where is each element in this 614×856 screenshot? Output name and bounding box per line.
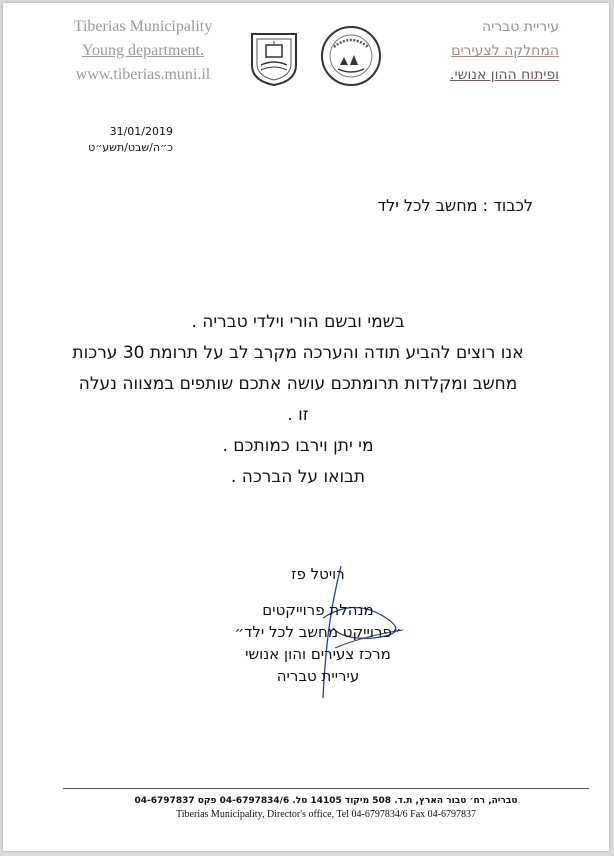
municipal-shield-icon (249, 31, 299, 87)
youth-center-seal-icon (320, 25, 382, 87)
signer-organization: עיריית טבריה (276, 667, 360, 685)
footer-english: Tiberias Municipality, Director's office, Tel 04-6797834/6 Fax 04-6797837 (176, 809, 476, 820)
letter-page (3, 3, 609, 851)
body-line: זו . (287, 405, 309, 425)
header-he-line: המחלקה לצעירים (451, 43, 559, 59)
header-english (58, 15, 228, 87)
body-line: תבואו על הברכה . (230, 467, 366, 487)
letter-hebrew-date: כ״ה/שבט/תשע״ט (88, 141, 173, 154)
body-line: מי יתן וירבו כמותכם . (222, 436, 374, 456)
signer-department: מרכז צעירים והון אנושי (245, 645, 391, 663)
header-hebrew (389, 15, 559, 87)
header-en-line: Young department. (82, 42, 204, 59)
body-line: מחשב ומקלדות תרומתכם עושה אתכם שותפים במצווה נעלה (78, 374, 518, 394)
signature-block (198, 563, 438, 687)
header-en-line: www.tiberias.muni.il (75, 66, 211, 83)
body-line: אנו רוצים להביע תודה והערכה מקרב לב על תרומת 30 ערכות (72, 343, 524, 363)
header-he-line: עיריית טבריה (481, 19, 559, 35)
letter-recipient: לכבוד : מחשב לכל ילד (377, 196, 533, 215)
footer-hebrew: טבריה, רח׳ טבור הארץ, ת.ד. 508 מיקוד 14105 טל. 04-6797834/6 פקס 04-6797837 (134, 796, 518, 806)
body-line: בשמי ובשם הורי וילדי טבריה . (191, 312, 405, 332)
signer-name: רויטל פז (291, 565, 345, 583)
letter-body (63, 307, 533, 493)
letter-date: 31/01/2019 (109, 125, 173, 138)
signer-title: מנהלת פרוייקטים (262, 601, 374, 619)
header-en-line: Tiberias Municipality (73, 18, 213, 35)
header-he-line: ופיתוח ההון אנושי. (450, 67, 559, 83)
signer-project: ״פרוייקט מחשב לכל ילד״ (234, 623, 402, 641)
footer-divider (63, 788, 589, 789)
